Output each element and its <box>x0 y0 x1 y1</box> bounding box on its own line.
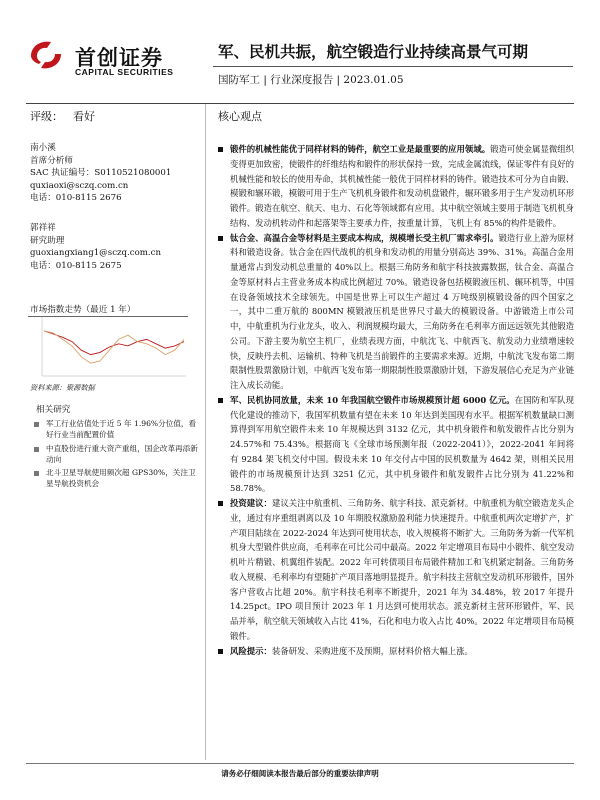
related-item[interactable]: 北斗卫星导航使用频次超 GPS30%，关注卫星导航投资机会 <box>30 467 202 490</box>
point-head: 风险提示： <box>230 645 272 656</box>
rating-label: 评级： <box>30 110 63 123</box>
analyst-name: 郭祥祥 <box>30 223 56 233</box>
market-index-chart <box>28 316 188 378</box>
company-logo <box>27 38 197 78</box>
point-head: 锻件的机械性能优于同样材料的铸件，航空工业是最重要的应用领域。 <box>230 144 491 154</box>
analyst-phone: 电话：010-8115 2676 <box>30 193 122 204</box>
analyst-email[interactable]: quxiaoxi@sczq.com.cn <box>30 180 129 191</box>
analyst-block-2 <box>30 222 161 272</box>
analyst-block-1 <box>30 142 171 205</box>
point-head: 钛合金、高温合金等材料是主要成本构成，规模增长受主机厂需求牵引。 <box>230 232 499 243</box>
column-divider <box>205 104 206 760</box>
report-title: 军、民机共振，航空锻造行业持续高景气可期 <box>218 43 529 61</box>
analyst-phone: 电话：010-8115 2675 <box>30 260 122 271</box>
title-divider <box>213 66 573 67</box>
point-head: 军、民机协同放量，未来 10 年我国航空锻件市场规模预计超 6000 亿元。 <box>230 394 515 405</box>
footer-disclaimer: 请务必仔细阅读本报告最后部分的重要法律声明 <box>221 769 379 778</box>
analyst-email[interactable]: guoxiangxiang1@sczq.com.cn <box>30 248 161 259</box>
point-1 <box>218 142 574 231</box>
header-divider <box>26 103 574 104</box>
point-5 <box>218 644 574 659</box>
logo-text-en: CAPITAL SECURITIES <box>75 67 174 77</box>
point-body: 建议关注中航重机、三角防务、航宇科技、派克新材。中航重机为航空锻造龙头企业，通过有序重组剥离以及 10 年期股权激励盈利能力快速提升。中航重机两次定增扩产，扩产项目陆续在 2022-2024 年达到可使用状态，收入规模将不断扩大。三角防务为新一代军机机身大型锻件供应商，毛利率在可比公司中最高。2022 年定增项目布局中小锻件、航空发动机叶片精锻、机翼组件装配。2022 年可转债项目布局锻件精加工和飞机紧定制备。三角防务收入规模、毛利率均有望随扩产项目落地明显提升。航宇科技主营航空发动机环形锻件，国外客户营收占比超 20%。航宇科技毛利率不断提升，2021 年为 34.48%，较 2017 年提升 14.25pct。IPO 项目预计 2023 年 1 月达到可使用状态。派克新材主营环形锻件，军、民品并举，航空航天领域收入占比 41%，石化和电力收入占比 40%。2022 年定增项目布局模锻件。 <box>230 498 574 641</box>
related-list <box>30 418 202 492</box>
point-3 <box>218 393 574 496</box>
core-heading: 核心观点 <box>218 110 262 123</box>
related-item[interactable]: 军工行业估值处于近 5 年 1.96%分位值，看好行业当前配置价值 <box>30 418 202 441</box>
report-subtitle: 国防军工 | 行业深度报告 | 2023.01.05 <box>218 74 404 86</box>
analyst-role: 首席分析师 <box>30 155 73 166</box>
analyst-sac: SAC 执证编号：S0110521080001 <box>30 168 172 179</box>
chart-title: 市场指数走势（最近 1 年） <box>30 305 136 315</box>
point-body: 锻造行业上游为原材料和锻造设备。钛合金在四代战机的机身和发动机的用量分别高达 39%、31%。高温合金用量通常占到发动机总重量的 40%以上。根据三角防务和航宇科技披露数据，钛合金、高温合金等原材料占主营业务成本构成比例超过 70%。锻造设备包括模锻液压机、辗环机等，中国在设备领域技术全球领先。中国是世界上可以生产超过 4 万吨级别模锻设备的四个国家之一，其中二重万航的 800MN 模锻液压机是世界尺寸最大的模锻设备。中游锻造上市公司中，中航重机为行业龙头，收入、利润规模均最大，三角防务在毛利率方面远远领先其他锻造公司。下游主要为航空主机厂，业绩表现方面，中航沈飞、中航西飞、航发动力业绩增速较快，反映丹去机、运输机、特种飞机是当前锻件的主要需求来源。近期，中航沈飞发布第二期限制性股票激励计划，中航西飞发布第一期限制性股票激励计划，下游发展信心充足为产业链注入成长动能。 <box>230 232 574 390</box>
logo-mark-icon <box>27 38 65 72</box>
chart-series-line-series-a <box>44 331 184 355</box>
point-body: 装备研发、采购进度不及预期，原材料价格大幅上涨。 <box>271 645 473 656</box>
point-body: 在国防和军队现代化建设的推动下，我国军机数量有望在未来 10 年达到美国现有水平。根据军机数量缺口测算得到军用航空锻件未来 10 年规模达到 3132 亿元，其中机身锻件和航发锻件占比分别为 24.57%和 75.43%。根据商飞《全球市场预测年报（2022-2041）》，2022-2041 年间将有 9284 架飞机交付中国。假设未来 10 年交付占中国的民机数量为 4642 架，则相关民用锻件的市场规模预计达到 3251 亿元，其中机身锻件和航发锻件占比分别为 41.22%和 58.78%。 <box>230 394 575 494</box>
rating <box>30 108 105 124</box>
point-head: 投资建议： <box>230 498 272 508</box>
rating-value: 看好 <box>73 110 95 123</box>
related-item[interactable]: 中直股份进行重大资产重组，国企改革再添新动向 <box>30 443 202 466</box>
footer-divider <box>26 763 574 764</box>
chart-source: 资料来源：聚源数据 <box>30 383 95 392</box>
point-4 <box>218 496 574 644</box>
core-points <box>218 142 574 658</box>
point-2 <box>218 231 574 393</box>
logo-text-cn: 首创证券 <box>75 46 163 70</box>
related-heading: 相关研究 <box>36 405 71 415</box>
analyst-name: 南小溪 <box>30 143 56 153</box>
analyst-role: 研究助理 <box>30 235 65 246</box>
point-body: 锻造可使金属显微组织变得更加致密，使锻件的纤维结构和锻件的形状保持一致，完成金属流线，保证零件有良好的机械性能和较长的使用寿命，其机械性能一般优于同样材料的铸件。锻造技术可分为自由锻、模锻和辗环锻，模锻可用于生产飞机机身锻件和发动机盘锻件，辗环锻多用于生产发动机环形锻件。锻造在航空、航天、电力、石化等领域都有应用。其中航空领域主要用于制造飞机机身结构、发动机转动件和起落架等主要承力件，按重量计算，飞机上有 85%的构件是锻件。 <box>230 144 574 228</box>
